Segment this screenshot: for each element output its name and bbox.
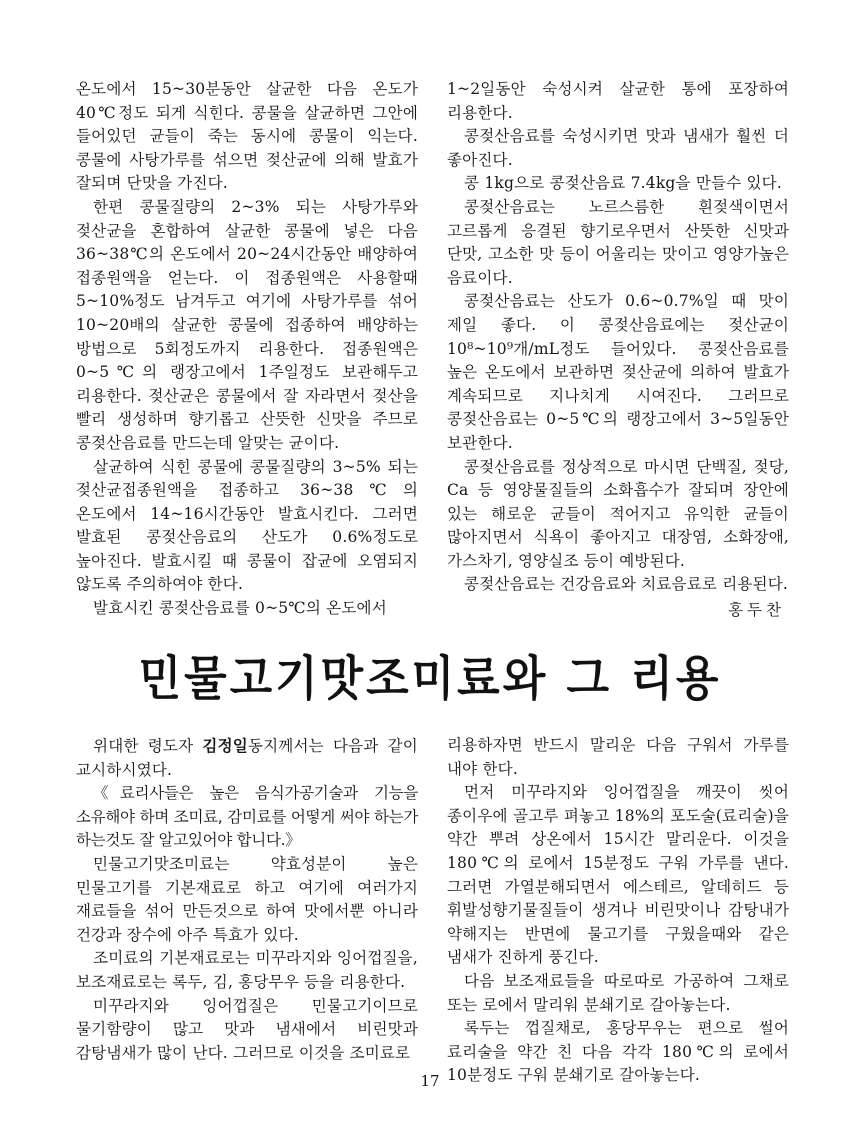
paragraph: 한편 콩물질량의 2~3% 되는 사탕가루와 젖산균을 혼합하여 살균한 콩물에 넣은 다음 36~38℃의 온도에서 20~24시간동안 배양하여 접종원액을 얻는다. 이 접종원액은 사용할때 5~10%정도 남겨두고 여기에 사탕가루를 섞어 10~20배의 살균한 콩물에 접종하여 배양하는 방법으로 5회정도까지 리용한다. 접종원액은 0~5℃의 랭장고에서 1주일정도 보관해두고 리용한다. 젖산균은 콩물에서 잘 자라면서 젖산을 빨리 생성하며 향기롭고 산뜻한 신맛을 주므로 콩젖산음료를 만드는데 알맞는 균이다. bbox=[76, 197, 418, 452]
paragraph: 콩젖산음료는 건강음료와 치료음료로 리용된다. bbox=[464, 575, 789, 594]
paragraph: 조미료의 기본재료로는 미꾸라지와 잉어껍질을, 보조재료로는 록두, 김, 홍당무우 등을 리용한다. bbox=[76, 949, 418, 991]
article-bottom-left-column bbox=[76, 734, 418, 1065]
paragraph: 온도에서 15~30분동안 살균한 다음 온도가 40℃정도 되게 식힌다. 콩물을 살균하면 그안에 들어있던 균들이 죽는 동시에 콩물이 익는다. 콩물에 사탕가루를 섞으면 젖산균에 의해 발효가 잘되며 단맛을 가진다. bbox=[76, 80, 418, 193]
article-bottom-right-column bbox=[447, 734, 789, 1088]
article-top-right-column bbox=[447, 78, 789, 623]
intro-text: 동지께서는 다음과 같이 교시하시였다. bbox=[76, 737, 418, 779]
paragraph: 콩젖산음료는 산도가 0.6~0.7%일 때 맛이 제일 좋다. 이 콩젖산음료에는 젖산균이 10⁸~10⁹개/mL정도 들어있다. 콩젖산음료를 높은 온도에서 보관하면 젖산균에 의하여 발효가 계속되므로 지나치게 시여진다. 그러므로 콩젖산음료는 0~5℃의 랭장고에서 3~5일동안 보관한다. bbox=[447, 292, 789, 452]
article-headline: 민물고기맛조미료와 그 리용 bbox=[138, 651, 722, 707]
intro-text: 위대한 령도자 bbox=[93, 737, 203, 755]
paragraph: 콩젖산음료를 숙성시키면 맛과 냄새가 훨씬 더 좋아진다. bbox=[447, 127, 789, 169]
paragraph: 살균하여 식힌 콩물에 콩물질량의 3~5% 되는 젖산균접종원액을 접종하고 36~38℃의 온도에서 14~16시간동안 발효시킨다. 그러면 발효된 콩젖산음료의 산도가 0.6%정도로 높아진다. 발효시킬 때 콩물이 잡균에 오염되지 않도록 주의하여야 한다. bbox=[76, 457, 418, 594]
paragraph: 다음 보조재료들을 따로따로 가공하여 그채로 또는 로에서 말리워 분쇄기로 갈아놓는다. bbox=[447, 971, 789, 1014]
paragraph: 록두는 껍질채로, 홍당무우는 편으로 썰어 료리술을 약간 친 다음 각각 180℃의 로에서 10분정도 구워 분쇄기로 갈아놓는다. bbox=[447, 1019, 789, 1085]
paragraph: 리용하자면 반드시 말리운 다음 구워서 가루를 내야 한다. bbox=[447, 736, 789, 778]
paragraph: 미꾸라지와 잉어껍질은 민물고기이므로 물기함량이 많고 맛과 냄새에서 비린맛과 감탕냄새가 많이 난다. 그러므로 이것을 조미료로 bbox=[76, 996, 418, 1062]
paragraph: 콩 1kg으로 콩젖산음료 7.4kg을 만들수 있다. bbox=[464, 174, 782, 193]
paragraph: 먼저 미꾸라지와 잉어껍질을 깨끗이 씻어 종이우에 골고루 펴놓고 18%의 포도술(료리술)을 약간 뿌려 상온에서 15시간 말리운다. 이것을 180℃의 로에서 15분정도 구워 가루를 낸다. 그러면 가열분해되면서 에스테르, 알데히드 등 휘발성향기물질들이 생겨나 비린맛이나 감탕내가 약해지는 반면에 물고기를 구웠을때와 같은 냄새가 진하게 풍긴다. bbox=[447, 783, 789, 967]
page-number: 17 bbox=[420, 1072, 440, 1090]
author-name: 홍두찬 bbox=[728, 601, 785, 620]
paragraph: 콩젖산음료는 노르스름한 흰젖색이면서 고르롭게 응결된 향기로우면서 산뜻한 신맛과 단맛, 고소한 맛 등이 어울리는 맛이고 영양가높은 음료이다. bbox=[447, 197, 789, 287]
paragraph: 1~2일동안 숙성시켜 살균한 통에 포장하여 리용한다. bbox=[447, 80, 789, 122]
paragraph: 콩젖산음료를 정상적으로 마시면 단백질, 젖당, Ca 등 영양물질들의 소화흡수가 잘되며 장안에 있는 해로운 균들이 적어지고 유익한 균들이 많아지면서 식욕이 좋아지고 대장염, 소화장애, 가스차기, 영양실조 등이 예방된다. bbox=[447, 457, 789, 570]
leader-name: 김정일 bbox=[202, 736, 248, 755]
quotation: 《료리사들은 높은 음식가공기술과 기능을 소유해야 하며 조미료, 감미료를 어떻게 써야 하는가 하는것도 잘 알고있어야 합니다.》 bbox=[76, 784, 418, 850]
article-top-left-column bbox=[76, 78, 418, 621]
intro-paragraph bbox=[76, 734, 418, 782]
paragraph: 발효시킨 콩젖산음료를 0~5℃의 온도에서 bbox=[93, 599, 387, 618]
paragraph: 민물고기맛조미료는 약효성분이 높은 민물고기를 기본재료로 하고 여기에 여러가지 재료들을 섞어 만든것으로 하여 맛에서뿐 아니라 건강과 장수에 아주 특효가 있다. bbox=[76, 854, 418, 944]
